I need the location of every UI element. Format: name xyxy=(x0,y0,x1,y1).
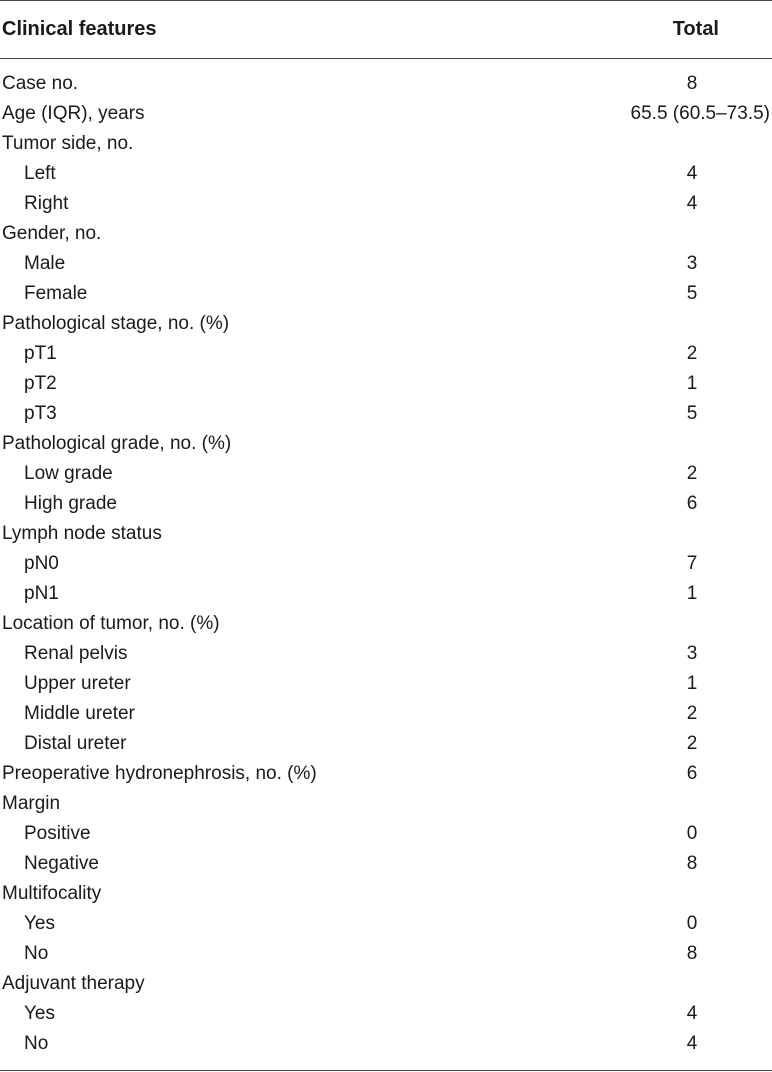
table-row xyxy=(0,939,772,969)
table-row xyxy=(0,879,772,909)
bottom-rule xyxy=(0,1070,772,1071)
row-label: Pathological grade, no. (%) xyxy=(2,433,232,454)
table-row xyxy=(0,429,772,459)
row-label: pT1 xyxy=(24,343,57,364)
row-label: Age (IQR), years xyxy=(2,103,145,124)
table-row xyxy=(0,459,772,489)
table-row xyxy=(0,129,772,159)
table-row xyxy=(0,159,772,189)
table-row xyxy=(0,579,772,609)
table-row xyxy=(0,309,772,339)
row-value: 8 xyxy=(686,943,698,964)
row-label: Preoperative hydronephrosis, no. (%) xyxy=(2,763,317,784)
row-value: 2 xyxy=(686,463,698,484)
row-label: Yes xyxy=(24,913,55,934)
table-row xyxy=(0,339,772,369)
table-row xyxy=(0,969,772,999)
row-label: Multifocality xyxy=(2,883,102,904)
header-rule xyxy=(0,58,772,59)
row-label: Upper ureter xyxy=(24,673,131,694)
table-row xyxy=(0,849,772,879)
row-label: Renal pelvis xyxy=(24,643,128,664)
row-label: Gender, no. xyxy=(2,223,102,244)
table-row xyxy=(0,549,772,579)
row-value: 2 xyxy=(686,733,698,754)
row-label: Tumor side, no. xyxy=(2,133,134,154)
header-clinical-features: Clinical features xyxy=(2,18,157,40)
row-value: 4 xyxy=(686,193,698,214)
table-row xyxy=(0,729,772,759)
row-value: 6 xyxy=(686,763,698,784)
row-value: 2 xyxy=(686,703,698,724)
row-value: 1 xyxy=(686,373,698,394)
row-value: 5 xyxy=(686,283,698,304)
table-row xyxy=(0,519,772,549)
row-value: 1 xyxy=(686,583,698,604)
table-row xyxy=(0,99,772,129)
row-value: 0 xyxy=(686,823,698,844)
row-label: pT2 xyxy=(24,373,57,394)
table-row xyxy=(0,279,772,309)
row-label: Left xyxy=(24,163,56,184)
table-row xyxy=(0,639,772,669)
row-label: Male xyxy=(24,253,66,274)
row-label: Adjuvant therapy xyxy=(2,973,145,994)
row-value: 5 xyxy=(686,403,698,424)
table-row xyxy=(0,699,772,729)
row-value: 4 xyxy=(686,1003,698,1024)
header-total: Total xyxy=(672,18,719,40)
table-header xyxy=(0,0,772,58)
row-label: pT3 xyxy=(24,403,57,424)
table-row xyxy=(0,789,772,819)
row-label: Positive xyxy=(24,823,91,844)
row-label: No xyxy=(24,943,49,964)
row-value: 3 xyxy=(686,253,698,274)
row-label: Pathological stage, no. (%) xyxy=(2,313,230,334)
table-row xyxy=(0,1029,772,1059)
table-row xyxy=(0,819,772,849)
row-label: Right xyxy=(24,193,69,214)
row-value: 4 xyxy=(686,163,698,184)
table-row xyxy=(0,69,772,99)
table-row xyxy=(0,489,772,519)
table-row xyxy=(0,249,772,279)
row-label: Yes xyxy=(24,1003,55,1024)
row-value: 7 xyxy=(686,553,698,574)
table-row xyxy=(0,219,772,249)
row-value: 65.5 (60.5–73.5) xyxy=(630,103,770,124)
row-value: 3 xyxy=(686,643,698,664)
row-label: Middle ureter xyxy=(24,703,135,724)
table-row xyxy=(0,909,772,939)
row-label: Case no. xyxy=(2,73,79,94)
row-value: 2 xyxy=(686,343,698,364)
row-value: 8 xyxy=(686,853,698,874)
table-row xyxy=(0,369,772,399)
row-label: Low grade xyxy=(24,463,113,484)
table-body xyxy=(0,69,772,1059)
row-label: pN1 xyxy=(24,583,59,604)
row-label: High grade xyxy=(24,493,117,514)
row-label: pN0 xyxy=(24,553,59,574)
row-label: No xyxy=(24,1033,49,1054)
row-value: 4 xyxy=(686,1033,698,1054)
row-label: Location of tumor, no. (%) xyxy=(2,613,220,634)
table-row xyxy=(0,609,772,639)
row-label: Negative xyxy=(24,853,99,874)
table-row xyxy=(0,189,772,219)
row-value: 1 xyxy=(686,673,698,694)
row-label: Margin xyxy=(2,793,61,814)
row-value: 8 xyxy=(686,73,698,94)
table-row xyxy=(0,999,772,1029)
row-label: Distal ureter xyxy=(24,733,127,754)
table-row xyxy=(0,759,772,789)
row-value: 6 xyxy=(686,493,698,514)
row-label: Lymph node status xyxy=(2,523,162,544)
row-label: Female xyxy=(24,283,88,304)
table-row xyxy=(0,669,772,699)
table-row xyxy=(0,399,772,429)
row-value: 0 xyxy=(686,913,698,934)
